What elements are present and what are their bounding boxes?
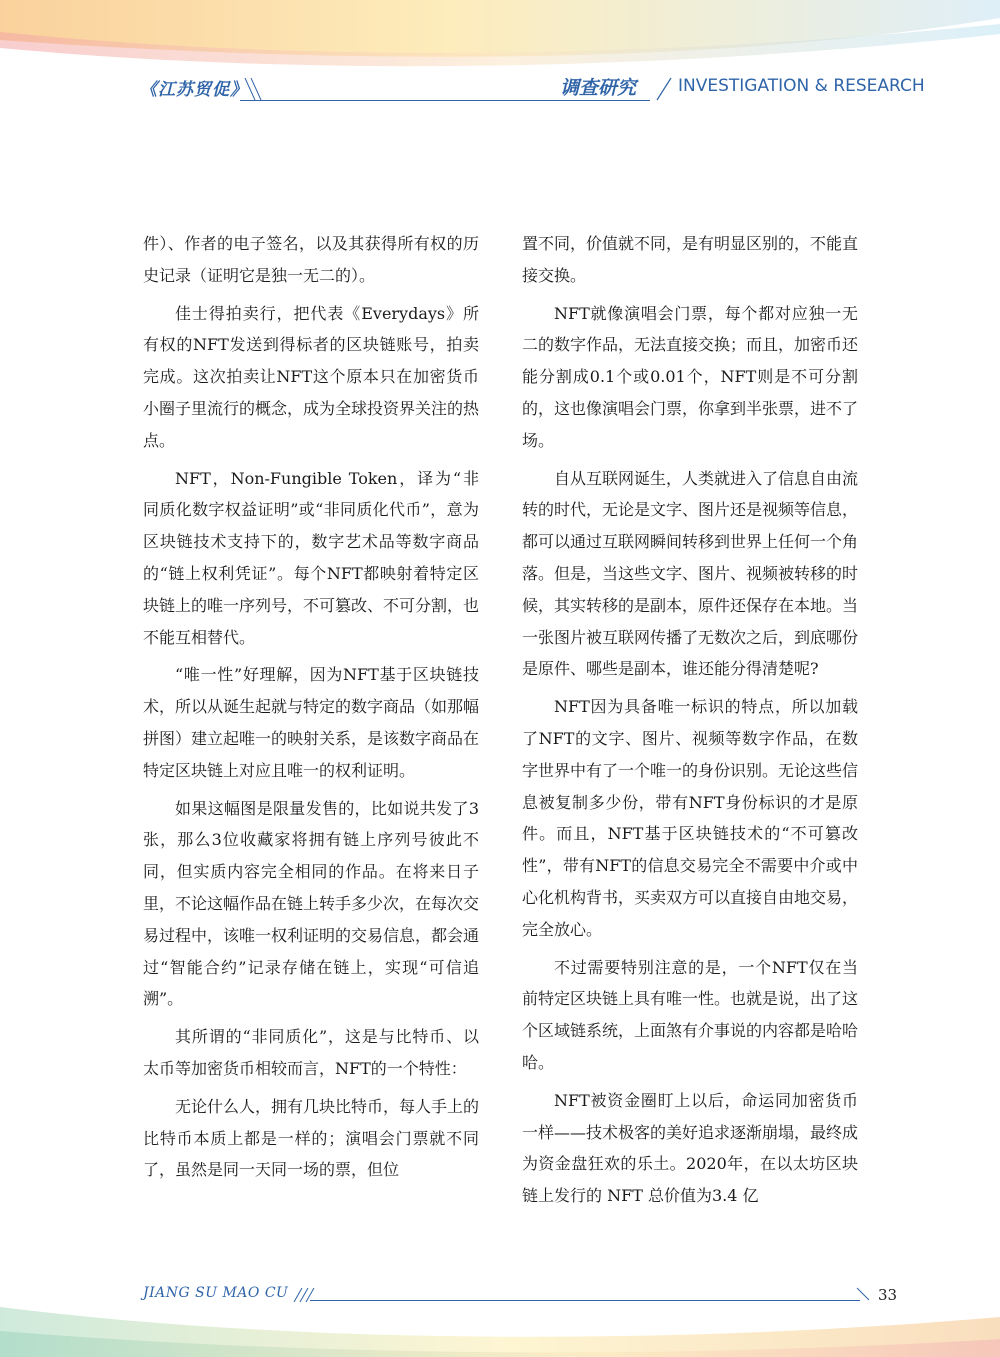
paragraph: 佳士得拍卖行，把代表《Everydays》所有权的NFT发送到得标者的区块链账号，拍卖完成。这次拍卖让NFT这个原本只在加密货币小圈子里流行的概念，成为全球投资界关注的热点。 [143, 303, 480, 450]
paragraph: NFT，Non-Fungible Token，译为“非同质化数字权益证明”或“非同质化代币”，意为区块链技术支持下的，数字艺术品等数字商品的“链上权利凭证”。每个NFT都映射着特定区块链上的唯一序列号，不可篡改、不可分割，也不能互相替代。 [143, 468, 480, 647]
paragraph: 置不同，价值就不同，是有明显区别的，不能直接交换。 [522, 234, 859, 285]
paragraph: NFT就像演唱会门票，每个都对应独一无二的数字作品，无法直接交换；而且，加密币还能分割成0.1个或0.01个，NFT则是不可分割的，这也像演唱会门票，你拿到半张票，进不了场。 [522, 303, 859, 450]
left-column [143, 228, 479, 1192]
paragraph: 无论什么人，拥有几块比特币，每人手上的比特币本质上都是一样的；演唱会门票就不同了，虽然是同一天同一场的票，但位 [143, 1096, 480, 1180]
magazine-name: 《江苏贸促》 [140, 80, 248, 100]
footer-rule [310, 1300, 860, 1301]
header-rule [240, 100, 650, 101]
footer-decoration [0, 1247, 1000, 1357]
paragraph: NFT因为具备唯一标识的特点，所以加载了NFT的文字、图片、视频等数字作品，在数字世界中有了一个唯一的身份识别。无论这些信息被复制多少份，带有NFT身份标识的才是原件。而且，NFT基于区块链技术的“不可篡改性”，带有NFT的信息交易完全不需要中介或中心化机构背书，买卖双方可以直接自由地交易，完全放心。 [522, 697, 859, 939]
paragraph: 如果这幅图是限量发售的，比如说共发了3张，那么3位收藏家将拥有链上序列号彼此不同，但实质内容完全相同的作品。在将来日子里，不论这幅作品在链上转手多少次，在每次交易过程中，该唯一权利证明的交易信息，都会通过“智能合约”记录存储在链上，实现“可信追溯”。 [143, 798, 480, 1009]
paragraph: “唯一性”好理解，因为NFT基于区块链技术，所以从诞生起就与特定的数字商品（如那幅拼图）建立起唯一的映射关系，是该数字商品在特定区块链上对应且唯一的权利证明。 [143, 665, 480, 780]
page-number: 33 [878, 1286, 898, 1304]
section-title-cn: 调查研究 [560, 77, 637, 99]
paragraph: 自从互联网诞生，人类就进入了信息自由流转的时代，无论是文字、图片还是视频等信息，都可以通过互联网瞬间转移到世界上任何一个角落。但是，当这些文字、图片、视频被转移的时候，其实转移的是副本，原件还保存在本地。当一张图片被互联网传播了无数次之后，到底哪份是原件、哪些是副本，谁还能分得清楚呢? [522, 468, 859, 679]
section-slash [655, 76, 673, 102]
right-column [522, 228, 858, 1218]
footer-magazine-name: JIANG SU MAO CU [143, 1285, 289, 1301]
paragraph: NFT被资金圈盯上以后，命运同加密货币一样——技术极客的美好追求逐渐崩塌，最终成为资金盘狂欢的乐土。2020年，在以太坊区块链上发行的 NFT 总价值为3.4 亿 [522, 1090, 859, 1206]
paragraph: 件）、作者的电子签名，以及其获得所有权的历史记录（证明它是独一无二的）。 [143, 234, 479, 285]
paragraph: 其所谓的“非同质化”，这是与比特币、以太币等加密货币相较而言，NFT的一个特性： [143, 1027, 479, 1078]
paragraph: 不过需要特别注意的是，一个NFT仅在当前特定区块链上具有唯一性。也就是说，出了这个区域链系统，上面煞有介事说的内容都是哈哈哈。 [522, 957, 859, 1072]
footer-corner-decoration [855, 1284, 875, 1302]
footer-slash-decoration [292, 1286, 316, 1304]
section-title-en: INVESTIGATION & RESEARCH [678, 76, 925, 96]
header-slash-decoration [243, 78, 263, 102]
